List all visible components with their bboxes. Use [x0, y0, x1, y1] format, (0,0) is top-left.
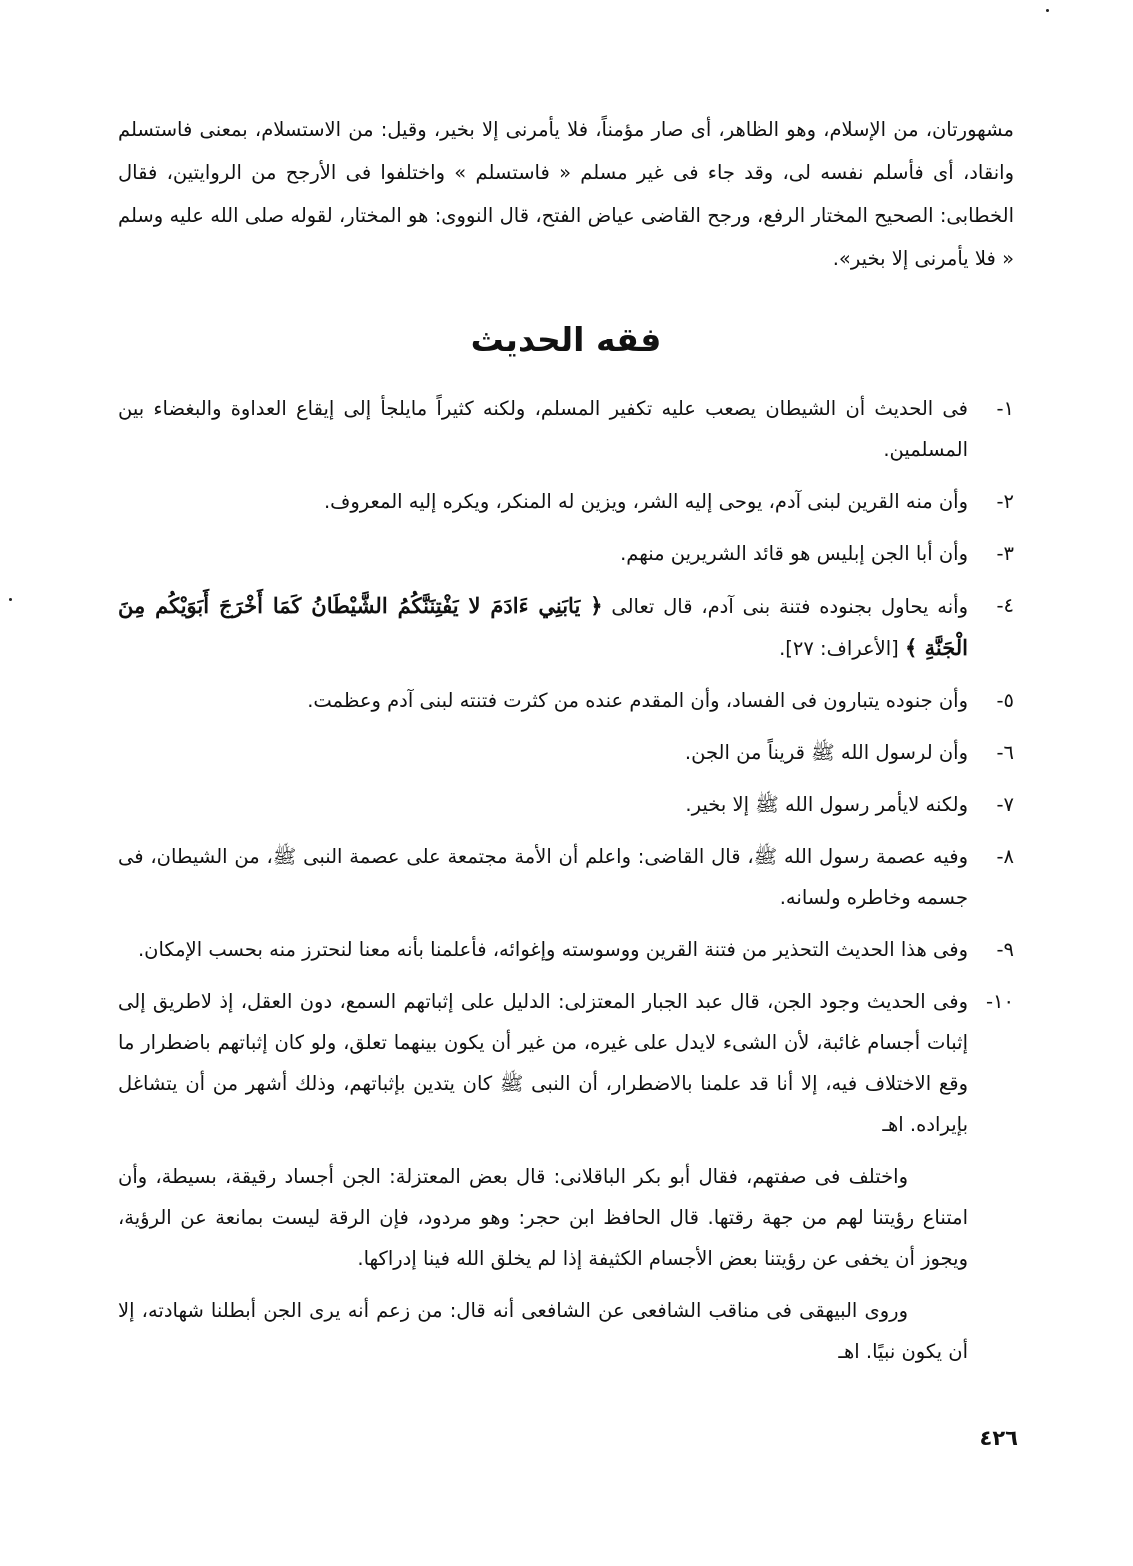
page-number: ٤٢٦ [979, 1426, 1018, 1450]
item-number: ٨- [996, 845, 1014, 868]
list-item [118, 981, 1014, 1145]
list-item [118, 680, 1014, 721]
item-text: وأن جنوده يتبارون فى الفساد، وأن المقدم عنده من كثرت فتنته لبنى آدم وعظمت. [307, 689, 968, 712]
item-number: ٢- [996, 490, 1014, 513]
item-number: ١٠- [986, 990, 1014, 1013]
item-number: ٤- [996, 594, 1014, 617]
list-item [118, 929, 1014, 970]
item-text: وفى الحديث وجود الجن، قال عبد الجبار المعتزلى: الدليل على إثباتهم السمع، دون العقل، إذ لاطريق إلى إثبات أجسام غائبة، لأن الشىء لايدل على غيره، من غير أن يكون بينهما تعلق، ولو كان إثباتهم باضطرار ما وقع الاختلاف فيه، إلا أنا قد علمنا بالاضطرار، أن النبى ﷺ كان يتدين بإثباتهم، وذلك أشهر من أن يتشاغل بإيراده. اهـ [118, 990, 968, 1136]
item-number: ٦- [996, 741, 1014, 764]
list-item [118, 585, 1014, 669]
intro-text: مشهورتان، من الإسلام، وهو الظاهر، أى صار مؤمناً، فلا يأمرنى إلا بخير، وقيل: من الاستسلام، بمعنى فاستسلم وانقاد، أى فأسلم نفسه لى، وقد جاء فى غير مسلم « فاستسلم » واختلفوا فى الأرجح من الروايتين، فقال الخطابى: الصحيح المختار الرفع، ورجح القاضى عياض الفتح، قال النووى: هو المختار، لقوله صلى الله عليه وسلم « فلا يأمرنى إلا بخير». [118, 118, 1014, 270]
item-number: ٥- [996, 689, 1014, 712]
item-text: وأن أبا الجن إبليس هو قائد الشريرين منهم. [620, 542, 968, 565]
fiqh-list [118, 388, 1014, 1145]
item-number: ٣- [996, 542, 1014, 565]
quran-verse: ﴿ يَابَنِي ءَادَمَ لا يَفْتِنَنَّكُمُ الشَّيْطَانُ كَمَا أَخْرَجَ أَبَوَيْكُم مِنَ الْجَنَّةِ ﴾ [118, 593, 968, 660]
item-text: وأن منه القرين لبنى آدم، يوحى إليه الشر، ويزين له المنكر، ويكره إليه المعروف. [323, 490, 968, 513]
list-item [118, 784, 1014, 825]
list-item [118, 533, 1014, 574]
body-paragraph: وروى البيهقى فى مناقب الشافعى عن الشافعى أنه قال: من زعم أنه يرى الجن أبطلنا شهادته، إلا أن يكون نبيًا. اهـ [118, 1299, 968, 1363]
list-item [118, 481, 1014, 522]
verse-reference: [الأعراف: ٢٧]. [779, 637, 899, 660]
item-text: وفى هذا الحديث التحذير من فتنة القرين ووسوسته وإغوائه، فأعلمنا بأنه معنا لنحترز منه بحسب الإمكان. [137, 938, 968, 961]
item-text: وفيه عصمة رسول الله ﷺ، قال القاضى: واعلم أن الأمة مجتمعة على عصمة النبى ﷺ، من الشيطان، فى جسمه وخاطره ولسانه. [118, 845, 968, 909]
item-number: ٧- [996, 793, 1014, 816]
item-text: وأن لرسول الله ﷺ قريناً من الجن. [684, 741, 968, 764]
intro-paragraph [118, 108, 1014, 280]
scan-speck [9, 598, 12, 601]
list-item [118, 732, 1014, 773]
item-text [118, 585, 968, 669]
item-text: ولكنه لايأمر رسول الله ﷺ إلا بخير. [685, 793, 968, 816]
item-number: ١- [996, 397, 1014, 420]
section-heading: فقه الحديث [470, 320, 662, 359]
list-item [118, 836, 1014, 918]
item-text: فى الحديث أن الشيطان يصعب عليه تكفير المسلم، ولكنه كثيراً مايلجأ إلى إيقاع العداوة والبغضاء بين المسلمين. [118, 397, 968, 461]
item-text-before-verse: وأنه يحاول بجنوده فتنة بنى آدم، قال تعالى [602, 595, 968, 618]
scan-speck [1046, 9, 1049, 12]
body-paragraph: واختلف فى صفتهم، فقال أبو بكر الباقلانى: قال بعض المعتزلة: الجن أجساد رقيقة، بسيطة، وأن امتناع رؤيتنا لهم من جهة رقتها. قال الحافظ ابن حجر: وهو مردود، فإن الرقة ليست بمانعة عن الرؤية، ويجوز أن يخفى عن رؤيتنا بعض الأجسام الكثيفة إذا لم يخلق الله فينا إدراكها. [118, 1165, 968, 1270]
page-content [118, 108, 1014, 1383]
list-item [118, 388, 1014, 470]
item-number: ٩- [996, 938, 1014, 961]
